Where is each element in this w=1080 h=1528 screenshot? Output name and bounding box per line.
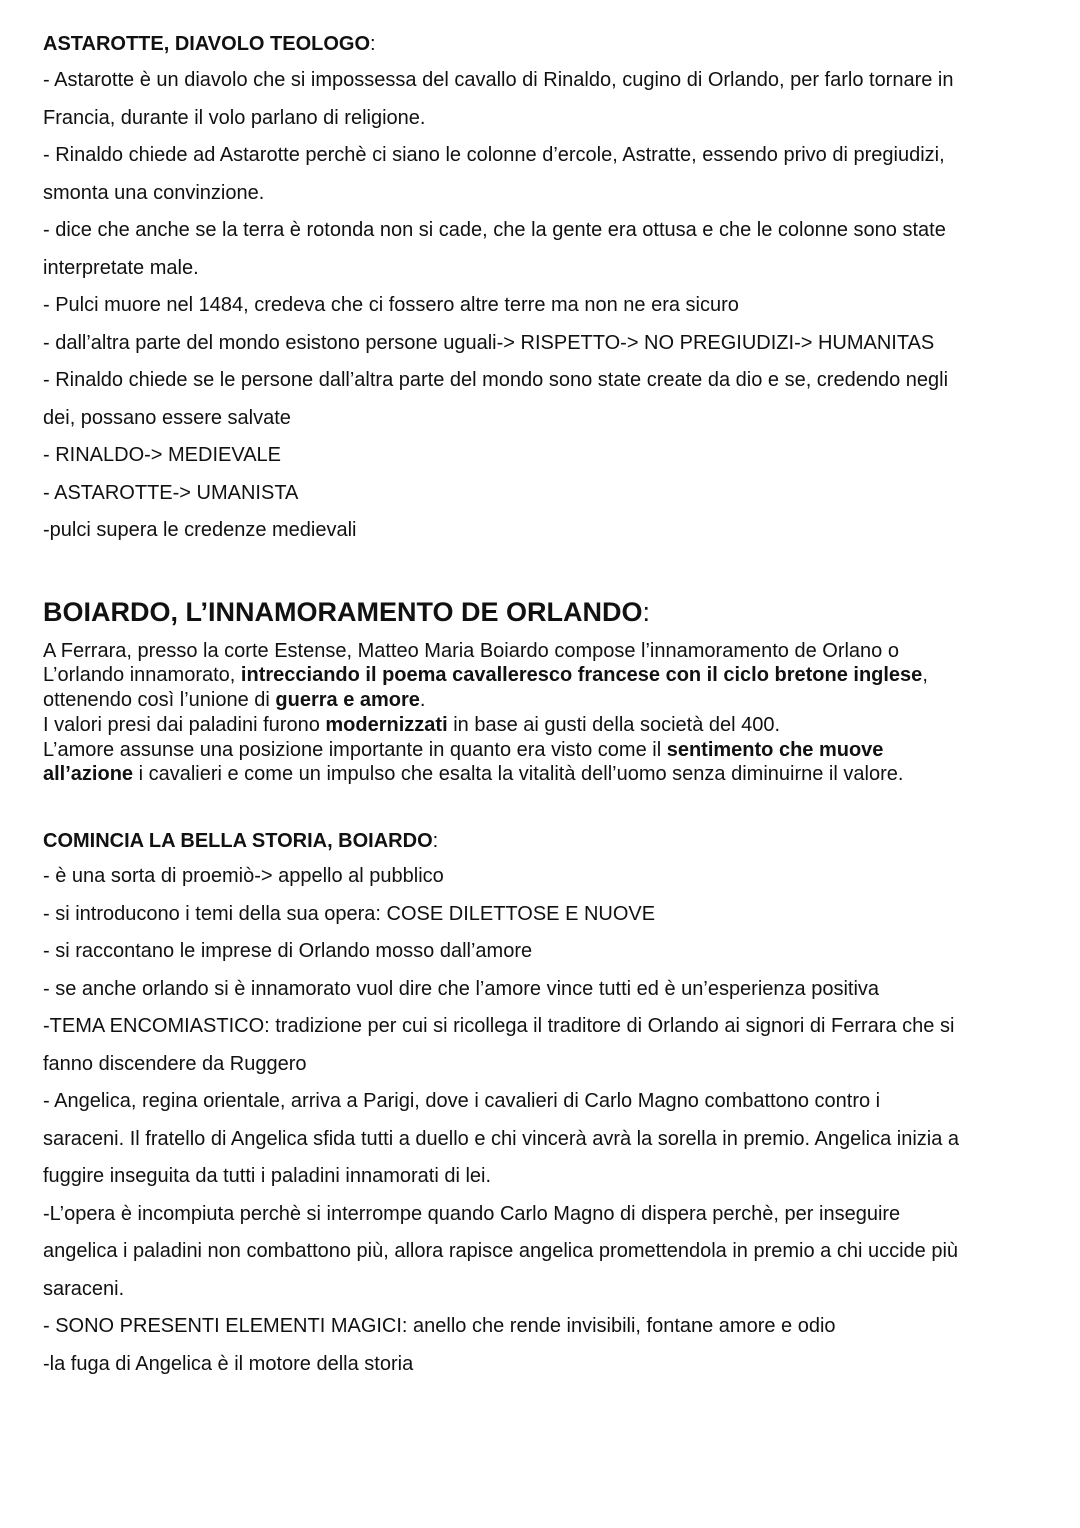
text-line: - Rinaldo chiede se le persone dall’altra parte del mondo sono state create da dio e se, credendo negli xyxy=(43,369,949,391)
text-line: angelica i paladini non combattono più, allora rapisce angelica promettendola in premio a chi uccide più xyxy=(43,1240,959,1263)
text-line: - Pulci muore nel 1484, credeva che ci fossero altre terre ma non ne era sicuro xyxy=(43,294,739,316)
text-line: fuggire inseguita da tutti i paladini innamorati di lei. xyxy=(43,1165,492,1188)
text-line: -la fuga di Angelica è il motore della storia xyxy=(43,1352,414,1375)
text-line: L’amore assunse una posizione importante in quanto era visto come il sentimento che muove xyxy=(43,738,884,761)
text-line: all’azione i cavalieri e come un impulso che esalta la vitalità dell’uomo senza diminuirne il valore. xyxy=(43,763,904,786)
text-line: - si introducono i temi della sua opera: COSE DILETTOSE E NUOVE xyxy=(43,902,656,925)
document-page xyxy=(43,30,1043,1383)
section-comincia xyxy=(43,827,1043,1383)
text-line: dei, possano essere salvate xyxy=(43,406,291,429)
text-line: - Rinaldo chiede ad Astarotte perchè ci siano le colonne d’ercole, Astratte, essendo privo di pregiudizi, xyxy=(43,144,945,166)
text-line: saraceni. Il fratello di Angelica sfida tutti a duello e chi vincerà avrà la sorella in premio. Angelica inizia a xyxy=(43,1127,960,1150)
section-heading: BOIARDO, L’INNAMORAMENTO DE ORLANDO: xyxy=(43,596,651,627)
text-line: fanno discendere da Ruggero xyxy=(43,1052,307,1075)
text-line: -L’opera è incompiuta perchè si interrompe quando Carlo Magno di dispera perchè, per inseguire xyxy=(43,1202,901,1225)
text-line: I valori presi dai paladini furono modernizzati in base ai gusti della società del 400. xyxy=(43,713,781,736)
text-line: L’orlando innamorato, intrecciando il poema cavalleresco francese con il ciclo bretone inglese, xyxy=(43,664,928,687)
text-line: - Astarotte è un diavolo che si impossessa del cavallo di Rinaldo, cugino di Orlando, per farlo tornare in xyxy=(43,69,954,91)
text-line: - RINALDO-> MEDIEVALE xyxy=(43,444,282,466)
text-line: - dice che anche se la terra è rotonda non si cade, che la gente era ottusa e che le colonne sono state xyxy=(43,219,946,241)
text-line: - è una sorta di proemiò-> appello al pubblico xyxy=(43,865,444,888)
text-line: - ASTAROTTE-> UMANISTA xyxy=(43,481,299,504)
text-line: - Angelica, regina orientale, arriva a Parigi, dove i cavalieri di Carlo Magno combattono contro i xyxy=(43,1090,881,1113)
text-line: ottenendo così l’unione di guerra e amore. xyxy=(43,689,426,712)
section-boiardo xyxy=(43,595,1043,788)
text-line: - si raccontano le imprese di Orlando mosso dall’amore xyxy=(43,940,533,963)
text-line: interpretate male. xyxy=(43,256,199,279)
text-line: A Ferrara, presso la corte Estense, Matteo Maria Boiardo compose l’innamoramento de Orlano o xyxy=(43,639,899,662)
text-line: - se anche orlando si è innamorato vuol dire che l’amore vince tutti ed è un’esperienza positiva xyxy=(43,977,880,1000)
text-line: -pulci supera le credenze medievali xyxy=(43,519,357,541)
text-line: saraceni. xyxy=(43,1277,125,1300)
section-heading: COMINCIA LA BELLA STORIA, BOIARDO: xyxy=(43,830,439,853)
section-body xyxy=(43,62,1043,550)
section-astarotte xyxy=(43,30,1043,550)
text-line: Francia, durante il volo parlano di religione. xyxy=(43,106,426,129)
section-paragraph xyxy=(43,639,1043,788)
text-line: - dall’altra parte del mondo esistono persone uguali-> RISPETTO-> NO PREGIUDIZI-> HUMANITAS xyxy=(43,331,935,354)
section-heading: ASTAROTTE, DIAVOLO TEOLOGO: xyxy=(43,33,376,55)
text-line: -TEMA ENCOMIASTICO: tradizione per cui si ricollega il traditore di Orlando ai signori di Ferrara che si xyxy=(43,1015,955,1038)
section-body xyxy=(43,858,1043,1383)
text-line: smonta una convinzione. xyxy=(43,181,265,204)
text-line: - SONO PRESENTI ELEMENTI MAGICI: anello che rende invisibili, fontane amore e odio xyxy=(43,1315,836,1338)
